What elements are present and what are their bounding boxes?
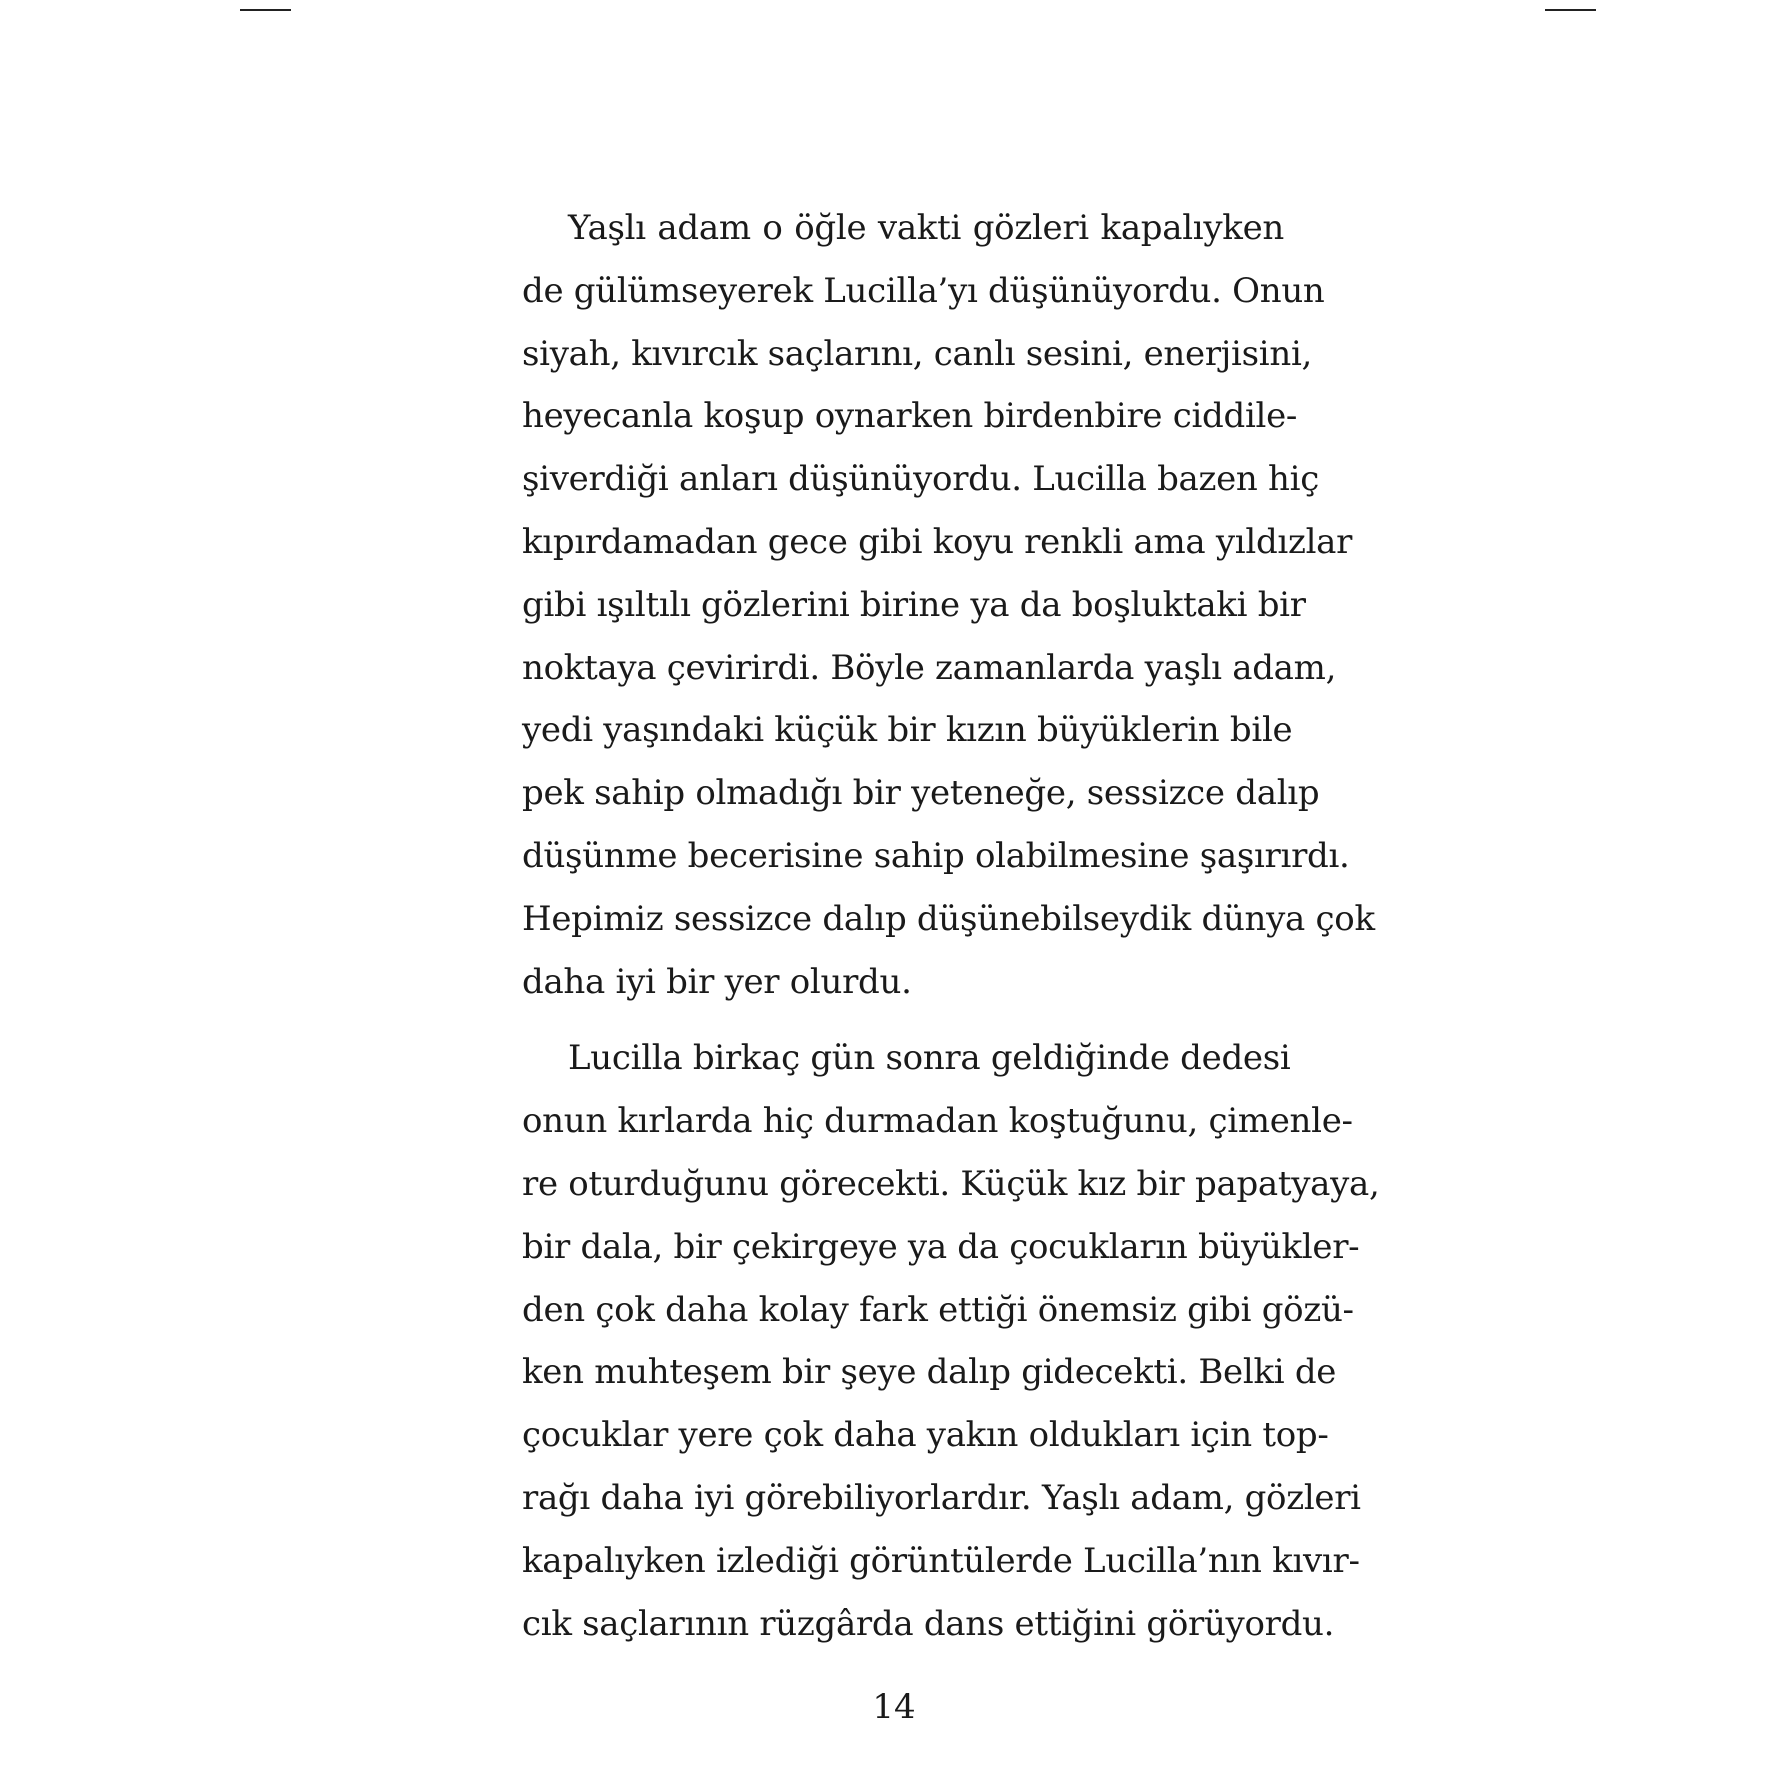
text-line: onun kırlarda hiç durmadan koştuğunu, çimenle-	[522, 1101, 1353, 1142]
text-line: siyah, kıvırcık saçlarını, canlı sesini, enerjisini,	[522, 333, 1313, 374]
body-text	[522, 197, 1380, 1655]
page-number: 14	[872, 1687, 916, 1727]
crop-mark-right	[1545, 9, 1596, 11]
text-line: kapalıyken izlediği görüntülerde Lucilla’nın kıvır-	[522, 1540, 1360, 1581]
text-line: düşünme becerisine sahip olabilmesine şaşırırdı.	[522, 835, 1350, 876]
text-line: gibi ışıltılı gözlerini birine ya da boşluktaki bir	[522, 584, 1306, 625]
text-line: ken muhteşem bir şeye dalıp gidecekti. Belki de	[522, 1352, 1337, 1393]
text-line: Yaşlı adam o öğle vakti gözleri kapalıyken	[568, 208, 1284, 248]
text-line: re oturduğunu görecekti. Küçük kız bir papatyaya,	[522, 1163, 1380, 1204]
text-line: heyecanla koşup oynarken birdenbire ciddile-	[522, 396, 1298, 437]
text-line: pek sahip olmadığı bir yeteneğe, sessizce dalıp	[522, 773, 1320, 814]
text-line: şiverdiği anları düşünüyordu. Lucilla bazen hiç	[522, 459, 1319, 500]
text-line: kıpırdamadan gece gibi koyu renkli ama yıldızlar	[522, 521, 1353, 562]
crop-mark-left	[240, 9, 291, 11]
paragraph-gap	[522, 1013, 1284, 1027]
text-line: daha iyi bir yer olurdu.	[522, 961, 912, 1002]
text-line: rağı daha iyi görebiliyorlardır. Yaşlı adam, gözleri	[522, 1477, 1361, 1518]
text-line: Hepimiz sessizce dalıp düşünebilseydik dünya çok	[522, 898, 1375, 939]
text-line: noktaya çevirirdi. Böyle zamanlarda yaşlı adam,	[522, 647, 1337, 688]
text-line: den çok daha kolay fark ettiği önemsiz gibi gözü-	[522, 1289, 1354, 1330]
text-line: yedi yaşındaki küçük bir kızın büyüklerin bile	[522, 710, 1293, 751]
text-line: cık saçlarının rüzgârda dans ettiğini görüyordu.	[522, 1603, 1335, 1644]
paragraph-2	[522, 1027, 1380, 1655]
text-line: bir dala, bir çekirgeye ya da çocukların büyükler-	[522, 1226, 1360, 1267]
text-line: çocuklar yere çok daha yakın oldukları için top-	[522, 1415, 1329, 1456]
paragraph-1	[522, 197, 1375, 1013]
text-line: de gülümseyerek Lucilla’yı düşünüyordu. Onun	[522, 270, 1325, 311]
text-line: Lucilla birkaç gün sonra geldiğinde dedesi	[568, 1038, 1291, 1079]
